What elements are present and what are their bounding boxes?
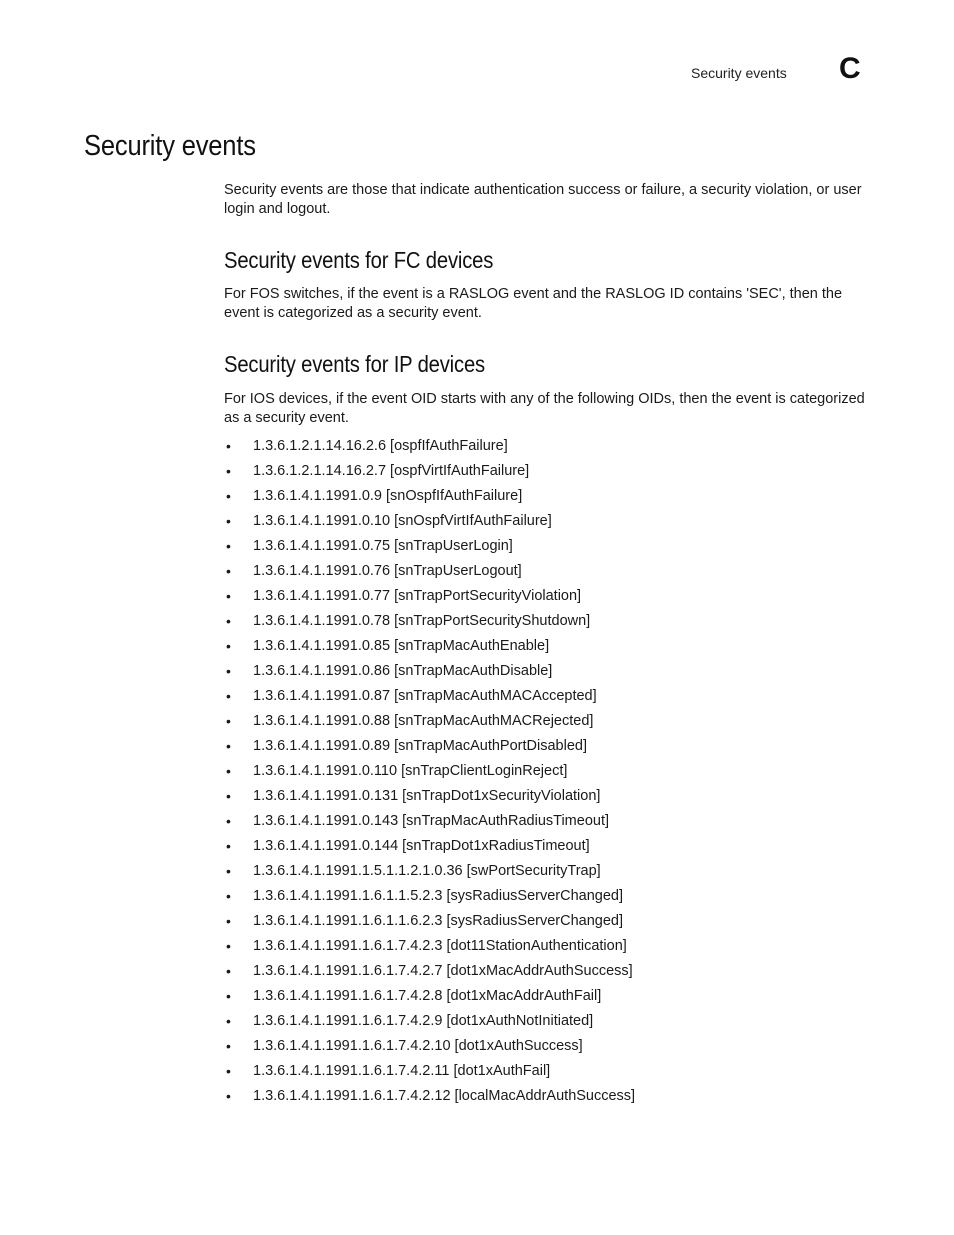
oid-text: 1.3.6.1.4.1.1991.0.144 [snTrapDot1xRadiusTimeout]: [253, 838, 590, 854]
intro-paragraph: Security events are those that indicate authentication success or failure, a security violation, or user login and logout.: [224, 182, 862, 217]
list-item: [224, 562, 864, 587]
oid-text: 1.3.6.1.2.1.14.16.2.7 [ospfVirtIfAuthFailure]: [253, 463, 530, 479]
list-item: [224, 1087, 864, 1112]
oid-list: [224, 437, 864, 1112]
bullet-icon: •: [226, 1038, 231, 1054]
bullet-icon: •: [226, 813, 231, 829]
oid-text: 1.3.6.1.4.1.1991.1.6.1.7.4.2.11 [dot1xAuthFail]: [253, 1063, 551, 1079]
list-item: [224, 937, 864, 962]
bullet-icon: •: [226, 988, 231, 1004]
list-item: [224, 762, 864, 787]
oid-text: 1.3.6.1.4.1.1991.1.6.1.7.4.2.3 [dot11StationAuthentication]: [253, 938, 627, 954]
bullet-icon: •: [226, 588, 231, 604]
list-item: [224, 912, 864, 937]
list-item: [224, 962, 864, 987]
oid-text: 1.3.6.1.4.1.1991.0.87 [snTrapMacAuthMACAccepted]: [253, 688, 597, 704]
list-item: [224, 537, 864, 562]
oid-text: 1.3.6.1.4.1.1991.0.131 [snTrapDot1xSecurityViolation]: [253, 788, 601, 804]
oid-text: 1.3.6.1.4.1.1991.0.9 [snOspfIfAuthFailure]: [253, 488, 523, 504]
list-item: [224, 887, 864, 912]
bullet-icon: •: [226, 538, 231, 554]
oid-text: 1.3.6.1.4.1.1991.0.89 [snTrapMacAuthPortDisabled]: [253, 738, 587, 754]
bullet-icon: •: [226, 1063, 231, 1079]
bullet-icon: •: [226, 763, 231, 779]
list-item: [224, 512, 864, 537]
section-body-fc: For FOS switches, if the event is a RASLOG event and the RASLOG ID contains 'SEC', then the event is categorized as a security event.: [224, 286, 843, 321]
oid-text: 1.3.6.1.4.1.1991.0.78 [snTrapPortSecurityShutdown]: [253, 613, 591, 629]
oid-text: 1.3.6.1.4.1.1991.1.6.1.7.4.2.12 [localMacAddrAuthSuccess]: [253, 1088, 636, 1104]
list-item: [224, 462, 864, 487]
bullet-icon: •: [226, 513, 231, 529]
list-item: [224, 687, 864, 712]
oid-text: 1.3.6.1.4.1.1991.0.77 [snTrapPortSecurityViolation]: [253, 588, 582, 604]
list-item: [224, 812, 864, 837]
list-item: [224, 737, 864, 762]
section-heading-fc: Security events for FC devices: [224, 247, 494, 273]
oid-text: 1.3.6.1.4.1.1991.1.6.1.7.4.2.9 [dot1xAuthNotInitiated]: [253, 1013, 594, 1029]
oid-text: 1.3.6.1.4.1.1991.1.6.1.7.4.2.10 [dot1xAuthSuccess]: [253, 1038, 583, 1054]
bullet-icon: •: [226, 738, 231, 754]
bullet-icon: •: [226, 1013, 231, 1029]
list-item: [224, 987, 864, 1012]
bullet-icon: •: [226, 463, 231, 479]
list-item: [224, 712, 864, 737]
oid-text: 1.3.6.1.4.1.1991.0.86 [snTrapMacAuthDisable]: [253, 663, 553, 679]
oid-text: 1.3.6.1.4.1.1991.0.85 [snTrapMacAuthEnable]: [253, 638, 550, 654]
oid-text: 1.3.6.1.4.1.1991.0.88 [snTrapMacAuthMACRejected]: [253, 713, 594, 729]
bullet-icon: •: [226, 788, 231, 804]
oid-text: 1.3.6.1.4.1.1991.1.6.1.1.5.2.3 [sysRadiusServerChanged]: [253, 888, 623, 904]
oid-text: 1.3.6.1.4.1.1991.0.76 [snTrapUserLogout]: [253, 563, 522, 579]
oid-text: 1.3.6.1.4.1.1991.0.75 [snTrapUserLogin]: [253, 538, 513, 554]
list-item: [224, 862, 864, 887]
bullet-icon: •: [226, 613, 231, 629]
appendix-letter: C: [839, 52, 861, 85]
list-item: [224, 837, 864, 862]
bullet-icon: •: [226, 488, 231, 504]
page-title: Security events: [84, 130, 256, 162]
oid-text: 1.3.6.1.4.1.1991.1.6.1.7.4.2.8 [dot1xMacAddrAuthFail]: [253, 988, 602, 1004]
bullet-icon: •: [226, 638, 231, 654]
section-heading-ip: Security events for IP devices: [224, 351, 485, 377]
running-header: Security events: [691, 65, 787, 81]
list-item: [224, 787, 864, 812]
bullet-icon: •: [226, 563, 231, 579]
oid-text: 1.3.6.1.4.1.1991.1.5.1.1.2.1.0.36 [swPortSecurityTrap]: [253, 863, 601, 879]
bullet-icon: •: [226, 913, 231, 929]
list-item: [224, 612, 864, 637]
list-item: [224, 587, 864, 612]
list-item: [224, 487, 864, 512]
list-item: [224, 1062, 864, 1087]
bullet-icon: •: [226, 838, 231, 854]
bullet-icon: •: [226, 863, 231, 879]
oid-text: 1.3.6.1.4.1.1991.1.6.1.1.6.2.3 [sysRadiusServerChanged]: [253, 913, 623, 929]
oid-text: 1.3.6.1.4.1.1991.1.6.1.7.4.2.7 [dot1xMacAddrAuthSuccess]: [253, 963, 633, 979]
list-item: [224, 662, 864, 687]
list-item: [224, 437, 864, 462]
bullet-icon: •: [226, 1088, 231, 1104]
bullet-icon: •: [226, 688, 231, 704]
oid-text: 1.3.6.1.4.1.1991.0.110 [snTrapClientLoginReject]: [253, 763, 568, 779]
bullet-icon: •: [226, 438, 231, 454]
oid-text: 1.3.6.1.4.1.1991.0.143 [snTrapMacAuthRadiusTimeout]: [253, 813, 610, 829]
bullet-icon: •: [226, 888, 231, 904]
list-item: [224, 1012, 864, 1037]
list-item: [224, 637, 864, 662]
oid-text: 1.3.6.1.4.1.1991.0.10 [snOspfVirtIfAuthFailure]: [253, 513, 552, 529]
list-item: [224, 1037, 864, 1062]
bullet-icon: •: [226, 663, 231, 679]
bullet-icon: •: [226, 963, 231, 979]
section-body-ip: For IOS devices, if the event OID starts with any of the following OIDs, then the event is categorized as a security event.: [224, 391, 865, 426]
bullet-icon: •: [226, 713, 231, 729]
bullet-icon: •: [226, 938, 231, 954]
oid-text: 1.3.6.1.2.1.14.16.2.6 [ospfIfAuthFailure]: [253, 438, 508, 454]
